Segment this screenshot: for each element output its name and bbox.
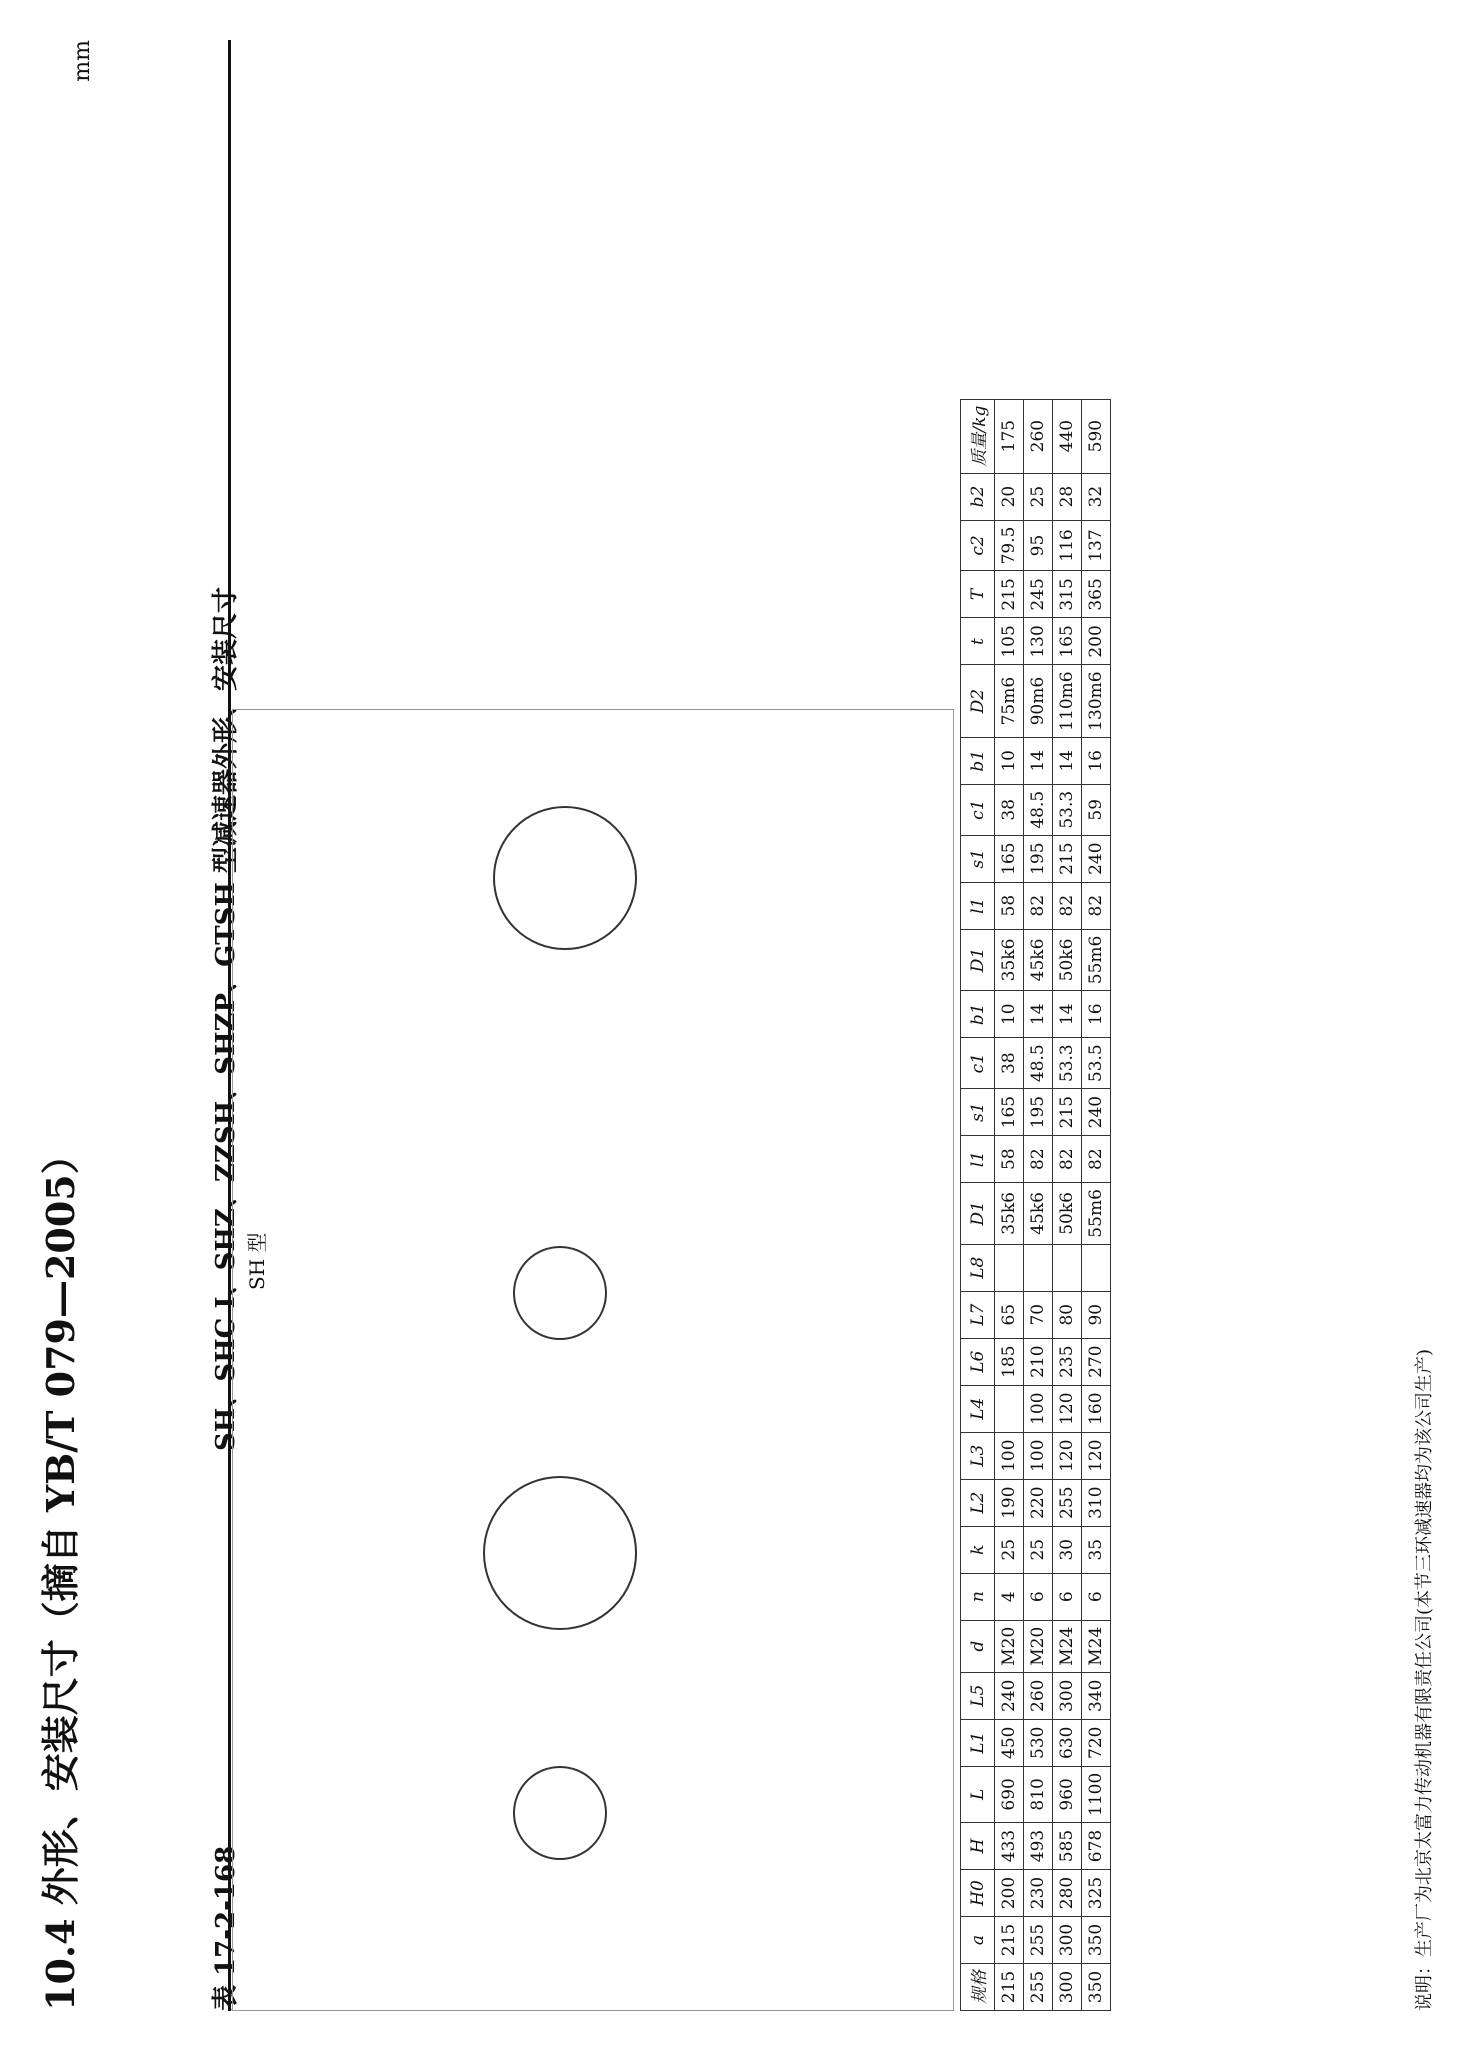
table-cell: 82 <box>1024 1136 1053 1183</box>
table-cell: 110m6 <box>1053 665 1082 737</box>
table-caption: 表 17-2-168 <box>211 1845 241 2011</box>
table-cell: 130m6 <box>1082 665 1111 737</box>
table-cell: 255 <box>1053 1479 1082 1526</box>
table-cell: 82 <box>1082 882 1111 929</box>
table-cell: 25 <box>1024 1526 1053 1573</box>
table-cell: 59 <box>1082 784 1111 835</box>
column-header: L3 <box>961 1432 995 1479</box>
table-cell: 80 <box>1053 1291 1082 1338</box>
column-header: b2 <box>961 473 995 520</box>
table-cell: 116 <box>1053 520 1082 571</box>
table-cell: 82 <box>1053 1136 1082 1183</box>
table-cell: 195 <box>1024 1089 1053 1136</box>
table-cell: 220 <box>1024 1479 1053 1526</box>
table-cell: 450 <box>995 1719 1024 1766</box>
table-cell: 120 <box>1082 1432 1111 1479</box>
table-row <box>995 399 1024 2010</box>
column-header: D1 <box>961 1183 995 1245</box>
column-header: H <box>961 1823 995 1870</box>
table-cell: 300 <box>1053 1964 1082 2011</box>
table-cell: 245 <box>1024 571 1053 618</box>
table-cell: 340 <box>1082 1672 1111 1719</box>
table-cell: 82 <box>1053 882 1082 929</box>
column-header: l1 <box>961 1136 995 1183</box>
table-cell: 10 <box>995 991 1024 1038</box>
column-header: l1 <box>961 882 995 929</box>
table-body <box>995 399 1111 2010</box>
column-header: L1 <box>961 1719 995 1766</box>
table-cell: 55m6 <box>1082 929 1111 991</box>
table-cell: 165 <box>995 835 1024 882</box>
table-cell: M24 <box>1053 1620 1082 1672</box>
table-cell: 35k6 <box>995 929 1024 991</box>
table-cell: 79.5 <box>995 520 1024 571</box>
header-rule <box>228 40 231 2011</box>
table-cell: M20 <box>995 1620 1024 1672</box>
table-cell: 75m6 <box>995 665 1024 737</box>
column-header: L7 <box>961 1291 995 1338</box>
table-cell: 16 <box>1082 991 1111 1038</box>
table-cell: 130 <box>1024 618 1053 665</box>
table-cell: 350 <box>1082 1964 1111 2011</box>
column-header: 质量/kg <box>961 399 995 473</box>
table-cell: 45k6 <box>1024 929 1053 991</box>
table-row <box>1053 399 1082 2010</box>
table-row <box>1082 399 1111 2010</box>
table-cell: 215 <box>995 1917 1024 1964</box>
table-cell: 200 <box>995 1870 1024 1917</box>
table-cell: 65 <box>995 1291 1024 1338</box>
table-cell: 720 <box>1082 1719 1111 1766</box>
table-cell <box>1053 1244 1082 1291</box>
table-cell: 210 <box>1024 1338 1053 1385</box>
table-cell: 530 <box>1024 1719 1053 1766</box>
column-header: c2 <box>961 520 995 571</box>
column-header: d <box>961 1620 995 1672</box>
table-cell: 50k6 <box>1053 929 1082 991</box>
technical-drawing <box>232 709 954 2011</box>
column-header: c1 <box>961 1038 995 1089</box>
column-header: H0 <box>961 1870 995 1917</box>
table-cell: 315 <box>1053 571 1082 618</box>
column-header: b1 <box>961 737 995 784</box>
table-cell: 200 <box>1082 618 1111 665</box>
table-cell <box>1024 1244 1053 1291</box>
table-cell: 95 <box>1024 520 1053 571</box>
table-cell: 240 <box>1082 1089 1111 1136</box>
column-header: L4 <box>961 1385 995 1432</box>
page-header <box>30 40 241 2011</box>
table-cell: 690 <box>995 1766 1024 1822</box>
column-header: L <box>961 1766 995 1822</box>
table-cell: 270 <box>1082 1338 1111 1385</box>
table-cell: 70 <box>1024 1291 1053 1338</box>
column-header: T <box>961 571 995 618</box>
table-cell: 82 <box>1082 1136 1111 1183</box>
column-header: t <box>961 618 995 665</box>
table-cell: 350 <box>1082 1917 1111 1964</box>
table-cell: 190 <box>995 1479 1024 1526</box>
table-cell: 14 <box>1024 737 1053 784</box>
footnote: 说明：生产厂为北京太富力传动机器有限责任公司(本节三环减速器均为该公司生产) <box>1414 1348 1435 2011</box>
table-cell <box>995 1385 1024 1432</box>
table-cell: 82 <box>1024 882 1053 929</box>
table-cell: 678 <box>1082 1823 1111 1870</box>
table-cell <box>995 1244 1024 1291</box>
table-cell: 35 <box>1082 1526 1111 1573</box>
table-cell: 215 <box>995 1964 1024 2011</box>
table-cell: 14 <box>1053 737 1082 784</box>
table-cell: M20 <box>1024 1620 1053 1672</box>
table-cell: 260 <box>1024 399 1053 473</box>
column-header: D1 <box>961 929 995 991</box>
table-cell: 55m6 <box>1082 1183 1111 1245</box>
column-header: 规格 <box>961 1964 995 2011</box>
table-header-row <box>961 399 995 2010</box>
table-cell: M24 <box>1082 1620 1111 1672</box>
table-cell: 960 <box>1053 1766 1082 1822</box>
table-cell: 585 <box>1053 1823 1082 1870</box>
table-cell: 630 <box>1053 1719 1082 1766</box>
table-cell: 493 <box>1024 1823 1053 1870</box>
table-cell: 310 <box>1082 1479 1111 1526</box>
table-cell: 90 <box>1082 1291 1111 1338</box>
shaft-section-d2 <box>493 806 637 950</box>
table-cell: 255 <box>1024 1964 1053 2011</box>
column-header: L5 <box>961 1672 995 1719</box>
table-cell: 32 <box>1082 473 1111 520</box>
table-cell: 28 <box>1053 473 1082 520</box>
table-row <box>1024 399 1053 2010</box>
table-cell: 45k6 <box>1024 1183 1053 1245</box>
table-cell: 14 <box>1053 991 1082 1038</box>
table-cell: 137 <box>1082 520 1111 571</box>
table-cell: 160 <box>1082 1385 1111 1432</box>
table-cell: 255 <box>1024 1917 1053 1964</box>
column-header: s1 <box>961 835 995 882</box>
table-cell: 185 <box>995 1338 1024 1385</box>
table-cell: 53.5 <box>1082 1038 1111 1089</box>
table-cell: 6 <box>1053 1573 1082 1620</box>
table-title: SH、SHC Ⅰ、SHZ、ZZSH、SHZP、GTSH 型减速器外形、安装尺寸 <box>211 586 241 1451</box>
drawing-label: SH 型 <box>245 1232 269 1290</box>
table-cell: 100 <box>1024 1432 1053 1479</box>
table-cell: 120 <box>1053 1432 1082 1479</box>
shaft-circle-right <box>513 1246 607 1340</box>
column-header: s1 <box>961 1089 995 1136</box>
table-cell: 810 <box>1024 1766 1053 1822</box>
table-cell: 6 <box>1082 1573 1111 1620</box>
table-cell: 48.5 <box>1024 784 1053 835</box>
table-cell: 215 <box>1053 1089 1082 1136</box>
table-cell: 14 <box>1024 991 1053 1038</box>
table-cell <box>1082 1244 1111 1291</box>
table-cell: 90m6 <box>1024 665 1053 737</box>
table-cell: 100 <box>995 1432 1024 1479</box>
column-header: D2 <box>961 665 995 737</box>
table-cell: 240 <box>1082 835 1111 882</box>
table-cell: 20 <box>995 473 1024 520</box>
table-cell: 433 <box>995 1823 1024 1870</box>
column-header: c1 <box>961 784 995 835</box>
column-header: L2 <box>961 1479 995 1526</box>
table-cell: 16 <box>1082 737 1111 784</box>
table-cell: 58 <box>995 1136 1024 1183</box>
table-cell: 10 <box>995 737 1024 784</box>
shaft-circle-center <box>483 1476 637 1630</box>
table-cell: 440 <box>1053 399 1082 473</box>
table-cell: 38 <box>995 1038 1024 1089</box>
table-cell: 35k6 <box>995 1183 1024 1245</box>
table-cell: 120 <box>1053 1385 1082 1432</box>
table-cell: 300 <box>1053 1672 1082 1719</box>
table-cell: 240 <box>995 1672 1024 1719</box>
table-cell: 25 <box>1024 473 1053 520</box>
table-cell: 58 <box>995 882 1024 929</box>
table-cell: 6 <box>1024 1573 1053 1620</box>
column-header: L8 <box>961 1244 995 1291</box>
table-cell: 53.3 <box>1053 1038 1082 1089</box>
table-cell: 280 <box>1053 1870 1082 1917</box>
table-cell: 590 <box>1082 399 1111 473</box>
table-cell: 48.5 <box>1024 1038 1053 1089</box>
table-cell: 38 <box>995 784 1024 835</box>
table-cell: 53.3 <box>1053 784 1082 835</box>
unit-label: mm <box>70 40 95 82</box>
column-header: L6 <box>961 1338 995 1385</box>
table-cell: 260 <box>1024 1672 1053 1719</box>
column-header: n <box>961 1573 995 1620</box>
table-cell: 175 <box>995 399 1024 473</box>
table-cell: 100 <box>1024 1385 1053 1432</box>
table-cell: 105 <box>995 618 1024 665</box>
column-header: a <box>961 1917 995 1964</box>
table-cell: 235 <box>1053 1338 1082 1385</box>
table-cell: 215 <box>995 571 1024 618</box>
table-cell: 195 <box>1024 835 1053 882</box>
dimension-table-wrap <box>960 51 1111 2011</box>
table-cell: 25 <box>995 1526 1024 1573</box>
table-cell: 165 <box>995 1089 1024 1136</box>
table-cell: 165 <box>1053 618 1082 665</box>
table-cell: 215 <box>1053 835 1082 882</box>
table-cell: 300 <box>1053 1917 1082 1964</box>
column-header: k <box>961 1526 995 1573</box>
table-cell: 1100 <box>1082 1766 1111 1822</box>
table-cell: 4 <box>995 1573 1024 1620</box>
table-cell: 50k6 <box>1053 1183 1082 1245</box>
table-cell: 230 <box>1024 1870 1053 1917</box>
shaft-circle-left <box>513 1766 607 1860</box>
section-title: 10.4 外形、安装尺寸（摘自 YB/T 079—2005） <box>38 1136 83 2011</box>
table-cell: 325 <box>1082 1870 1111 1917</box>
table-cell: 365 <box>1082 571 1111 618</box>
table-cell: 30 <box>1053 1526 1082 1573</box>
dimension-table <box>960 399 1111 2011</box>
column-header: b1 <box>961 991 995 1038</box>
